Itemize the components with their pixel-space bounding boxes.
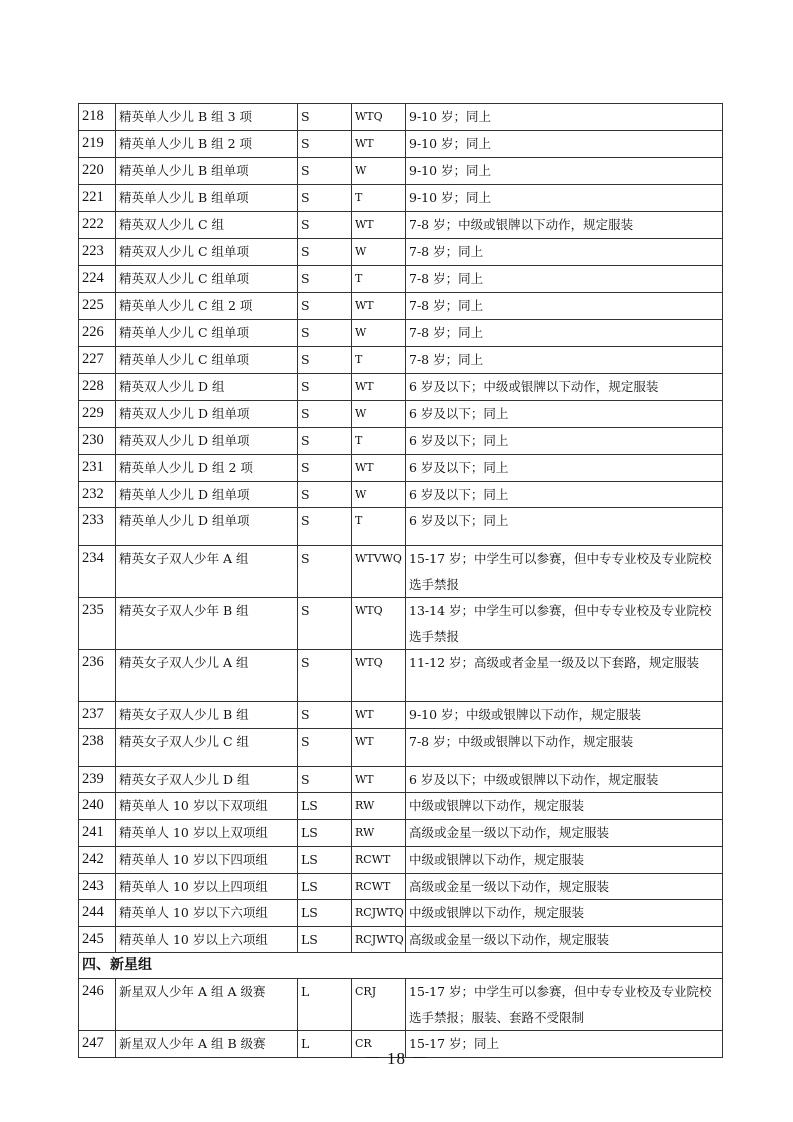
table-row: [79, 292, 723, 319]
event-code: W: [352, 157, 406, 184]
event-code: RCWT: [352, 873, 406, 900]
event-class: S: [298, 157, 352, 184]
table-row: [79, 211, 723, 238]
event-name: 精英单人少儿 B 组单项: [116, 184, 298, 211]
event-code: WTVWQ: [352, 546, 406, 598]
event-class: S: [298, 546, 352, 598]
row-number: 245: [79, 926, 116, 953]
row-number: 218: [79, 104, 116, 131]
event-description: 9-10 岁；同上: [406, 184, 723, 211]
event-description: 15-17 岁；同上: [406, 1031, 723, 1058]
event-description: 7-8 岁；同上: [406, 238, 723, 265]
event-code: WT: [352, 292, 406, 319]
event-code: WT: [352, 211, 406, 238]
event-description: 7-8 岁；同上: [406, 292, 723, 319]
event-name: 精英单人少儿 D 组 2 项: [116, 454, 298, 481]
event-name: 精英单人少儿 B 组单项: [116, 157, 298, 184]
event-description: 9-10 岁；中级或银牌以下动作，规定服装: [406, 702, 723, 729]
table-row: [79, 546, 723, 598]
event-code: WTQ: [352, 650, 406, 702]
table-row: [79, 979, 723, 1031]
event-class: S: [298, 400, 352, 427]
event-code: CR: [352, 1031, 406, 1058]
row-number: 232: [79, 481, 116, 508]
table-row: [79, 184, 723, 211]
table-row: [79, 926, 723, 953]
event-description: 高级或金星一级以下动作，规定服装: [406, 873, 723, 900]
row-number: 238: [79, 728, 116, 766]
event-name: 新星双人少年 A 组 B 级赛: [116, 1031, 298, 1058]
event-class: S: [298, 508, 352, 546]
event-description: 中级或银牌以下动作，规定服装: [406, 900, 723, 927]
row-number: 247: [79, 1031, 116, 1058]
event-class: S: [298, 650, 352, 702]
event-class: LS: [298, 820, 352, 847]
table-row: [79, 238, 723, 265]
table-row: [79, 104, 723, 131]
table-row: [79, 702, 723, 729]
event-class: S: [298, 373, 352, 400]
event-name: 精英单人少儿 D 组单项: [116, 481, 298, 508]
section-header-row: [79, 953, 723, 979]
event-description: 中级或银牌以下动作，规定服装: [406, 846, 723, 873]
event-class: S: [298, 766, 352, 793]
event-description: 6 岁及以下；中级或银牌以下动作，规定服装: [406, 373, 723, 400]
row-number: 246: [79, 979, 116, 1031]
row-number: 225: [79, 292, 116, 319]
table-row: [79, 820, 723, 847]
event-description: 6 岁及以下；同上: [406, 400, 723, 427]
event-name: 精英单人 10 岁以上六项组: [116, 926, 298, 953]
event-code: W: [352, 481, 406, 508]
event-code: T: [352, 508, 406, 546]
row-number: 224: [79, 265, 116, 292]
event-class: S: [298, 481, 352, 508]
event-name: 精英女子双人少儿 A 组: [116, 650, 298, 702]
event-class: S: [298, 454, 352, 481]
event-class: S: [298, 728, 352, 766]
row-number: 236: [79, 650, 116, 702]
table-row: [79, 793, 723, 820]
table-row: [79, 319, 723, 346]
event-code: T: [352, 184, 406, 211]
table-row: [79, 650, 723, 702]
event-class: S: [298, 130, 352, 157]
row-number: 237: [79, 702, 116, 729]
event-class: S: [298, 702, 352, 729]
table-row: [79, 846, 723, 873]
event-name: 精英单人少儿 B 组 2 项: [116, 130, 298, 157]
table-row: [79, 373, 723, 400]
event-name: 精英单人 10 岁以下六项组: [116, 900, 298, 927]
event-description: 中级或银牌以下动作，规定服装: [406, 793, 723, 820]
table-row: [79, 265, 723, 292]
row-number: 230: [79, 427, 116, 454]
row-number: 221: [79, 184, 116, 211]
event-name: 精英单人少儿 D 组单项: [116, 508, 298, 546]
table-row: [79, 598, 723, 650]
event-class: LS: [298, 793, 352, 820]
row-number: 222: [79, 211, 116, 238]
event-code: RCJWTQ: [352, 926, 406, 953]
table-row: [79, 728, 723, 766]
event-name: 精英双人少儿 D 组: [116, 373, 298, 400]
competition-table: [78, 103, 723, 1058]
event-name: 精英女子双人少年 B 组: [116, 598, 298, 650]
event-name: 新星双人少年 A 组 A 级赛: [116, 979, 298, 1031]
event-code: WT: [352, 454, 406, 481]
row-number: 240: [79, 793, 116, 820]
row-number: 242: [79, 846, 116, 873]
table-body: [79, 104, 723, 1058]
event-class: S: [298, 265, 352, 292]
row-number: 229: [79, 400, 116, 427]
event-description: 6 岁及以下；同上: [406, 454, 723, 481]
table-row: [79, 427, 723, 454]
event-code: W: [352, 400, 406, 427]
event-code: W: [352, 238, 406, 265]
table-row: [79, 130, 723, 157]
event-code: CRJ: [352, 979, 406, 1031]
event-description: 7-8 岁；同上: [406, 346, 723, 373]
event-code: T: [352, 346, 406, 373]
table-row: [79, 400, 723, 427]
event-code: WT: [352, 130, 406, 157]
event-description: 6 岁及以下；中级或银牌以下动作，规定服装: [406, 766, 723, 793]
event-class: S: [298, 104, 352, 131]
row-number: 219: [79, 130, 116, 157]
event-description: 9-10 岁；同上: [406, 130, 723, 157]
event-name: 精英单人少儿 C 组 2 项: [116, 292, 298, 319]
event-description: 6 岁及以下；同上: [406, 481, 723, 508]
event-description: 高级或金星一级以下动作，规定服装: [406, 926, 723, 953]
row-number: 233: [79, 508, 116, 546]
event-class: L: [298, 979, 352, 1031]
event-name: 精英女子双人少儿 D 组: [116, 766, 298, 793]
event-description: 9-10 岁；同上: [406, 157, 723, 184]
event-class: LS: [298, 900, 352, 927]
event-description: 13-14 岁；中学生可以参赛，但中专专业校及专业院校选手禁报: [406, 598, 723, 650]
event-name: 精英双人少儿 C 组单项: [116, 265, 298, 292]
event-class: S: [298, 427, 352, 454]
event-description: 高级或金星一级以下动作，规定服装: [406, 820, 723, 847]
event-name: 精英女子双人少儿 C 组: [116, 728, 298, 766]
row-number: 244: [79, 900, 116, 927]
event-description: 7-8 岁；中级或银牌以下动作，规定服装: [406, 728, 723, 766]
event-code: RCWT: [352, 846, 406, 873]
event-name: 精英单人 10 岁以下四项组: [116, 846, 298, 873]
event-description: 11-12 岁；高级或者金星一级及以下套路，规定服装: [406, 650, 723, 702]
event-name: 精英双人少儿 D 组单项: [116, 427, 298, 454]
event-name: 精英女子双人少儿 B 组: [116, 702, 298, 729]
row-number: 239: [79, 766, 116, 793]
event-code: WT: [352, 702, 406, 729]
event-name: 精英双人少儿 D 组单项: [116, 400, 298, 427]
table-row: [79, 873, 723, 900]
row-number: 223: [79, 238, 116, 265]
row-number: 243: [79, 873, 116, 900]
event-class: LS: [298, 926, 352, 953]
event-code: T: [352, 427, 406, 454]
event-code: RCJWTQ: [352, 900, 406, 927]
row-number: 226: [79, 319, 116, 346]
event-description: 7-8 岁；同上: [406, 265, 723, 292]
row-number: 227: [79, 346, 116, 373]
event-name: 精英单人少儿 C 组单项: [116, 319, 298, 346]
event-code: WT: [352, 728, 406, 766]
event-description: 6 岁及以下；同上: [406, 427, 723, 454]
event-name: 精英女子双人少年 A 组: [116, 546, 298, 598]
table-row: [79, 454, 723, 481]
event-class: LS: [298, 846, 352, 873]
event-name: 精英单人少儿 B 组 3 项: [116, 104, 298, 131]
event-description: 7-8 岁；中级或银牌以下动作，规定服装: [406, 211, 723, 238]
event-code: WTQ: [352, 104, 406, 131]
row-number: 220: [79, 157, 116, 184]
event-class: LS: [298, 873, 352, 900]
event-class: S: [298, 238, 352, 265]
event-name: 精英双人少儿 C 组单项: [116, 238, 298, 265]
row-number: 228: [79, 373, 116, 400]
event-code: T: [352, 265, 406, 292]
event-description: 9-10 岁；同上: [406, 104, 723, 131]
event-name: 精英单人 10 岁以上双项组: [116, 820, 298, 847]
event-class: S: [298, 319, 352, 346]
event-code: WTQ: [352, 598, 406, 650]
event-description: 15-17 岁；中学生可以参赛，但中专专业校及专业院校选手禁报: [406, 546, 723, 598]
row-number: 234: [79, 546, 116, 598]
event-code: W: [352, 319, 406, 346]
row-number: 231: [79, 454, 116, 481]
event-class: S: [298, 211, 352, 238]
row-number: 241: [79, 820, 116, 847]
table-row: [79, 766, 723, 793]
event-class: S: [298, 346, 352, 373]
table-row: [79, 900, 723, 927]
page-number: － 18 －: [363, 1049, 430, 1068]
event-class: L: [298, 1031, 352, 1058]
event-name: 精英双人少儿 C 组: [116, 211, 298, 238]
event-code: RW: [352, 820, 406, 847]
event-name: 精英单人少儿 C 组单项: [116, 346, 298, 373]
table-row: [79, 346, 723, 373]
table-row: [79, 508, 723, 546]
table-row: [79, 481, 723, 508]
event-class: S: [298, 598, 352, 650]
event-name: 精英单人 10 岁以下双项组: [116, 793, 298, 820]
event-code: WT: [352, 766, 406, 793]
event-class: S: [298, 292, 352, 319]
event-name: 精英单人 10 岁以上四项组: [116, 873, 298, 900]
row-number: 235: [79, 598, 116, 650]
event-class: S: [298, 184, 352, 211]
section-title: 四、新星组: [79, 953, 723, 979]
event-code: RW: [352, 793, 406, 820]
event-description: 6 岁及以下；同上: [406, 508, 723, 546]
event-description: 7-8 岁；同上: [406, 319, 723, 346]
event-code: WT: [352, 373, 406, 400]
table-row: [79, 157, 723, 184]
event-description: 15-17 岁；中学生可以参赛，但中专专业校及专业院校选手禁报；服装、套路不受限制: [406, 979, 723, 1031]
